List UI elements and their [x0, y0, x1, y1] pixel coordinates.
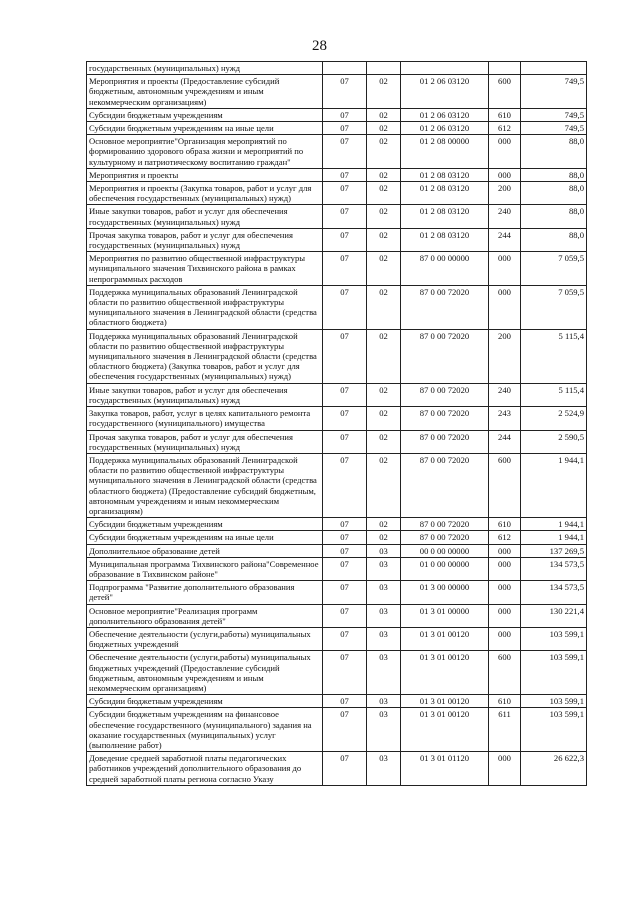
expense-type-cell: 000 — [489, 752, 521, 786]
subsection-code-cell: 03 — [367, 627, 401, 650]
expense-type-cell: 000 — [489, 581, 521, 604]
section-code-cell: 07 — [323, 651, 367, 695]
table-row — [87, 453, 587, 517]
row-name-cell: государственных (муниципальных) нужд — [87, 62, 323, 75]
subsection-code-cell: 03 — [367, 581, 401, 604]
row-name-cell: Прочая закупка товаров, работ и услуг для обеспечения государственных (муниципальных) нужд — [87, 228, 323, 251]
table-row — [87, 205, 587, 228]
amount-cell: 5 115,4 — [521, 383, 587, 406]
amount-cell: 749,5 — [521, 75, 587, 109]
amount-cell: 1 944,1 — [521, 531, 587, 544]
section-code-cell: 07 — [323, 430, 367, 453]
table-row — [87, 557, 587, 580]
target-article-cell: 01 3 01 00120 — [401, 708, 489, 752]
target-article-cell: 87 0 00 72020 — [401, 531, 489, 544]
table-row — [87, 383, 587, 406]
subsection-code-cell: 03 — [367, 604, 401, 627]
expense-type-cell: 612 — [489, 531, 521, 544]
expense-type-cell: 240 — [489, 205, 521, 228]
table-row — [87, 182, 587, 205]
section-code-cell: 07 — [323, 604, 367, 627]
table-row — [87, 108, 587, 121]
subsection-code-cell: 02 — [367, 407, 401, 430]
expense-type-cell: 243 — [489, 407, 521, 430]
row-name-cell: Поддержка муниципальных образований Ленинградской области по развитию общественной инфраструктуры муниципального значения в Ленинградской области (средства областного бюджета) (Закупка товаров, работ и услуг для обеспечения государственных (муниципальных) нужд) — [87, 329, 323, 383]
section-code-cell: 07 — [323, 708, 367, 752]
amount-cell: 7 059,5 — [521, 252, 587, 286]
row-name-cell: Субсидии бюджетным учреждениям на иные цели — [87, 531, 323, 544]
expense-type-cell: 000 — [489, 557, 521, 580]
subsection-code-cell: 02 — [367, 228, 401, 251]
amount-cell: 88,0 — [521, 228, 587, 251]
page-number: 28 — [312, 38, 327, 54]
table-row — [87, 518, 587, 531]
section-code-cell: 07 — [323, 453, 367, 517]
target-article-cell — [401, 62, 489, 75]
row-name-cell: Субсидии бюджетным учреждениям — [87, 518, 323, 531]
expense-type-cell: 240 — [489, 383, 521, 406]
section-code-cell: 07 — [323, 383, 367, 406]
amount-cell: 130 221,4 — [521, 604, 587, 627]
section-code-cell: 07 — [323, 695, 367, 708]
table-row — [87, 430, 587, 453]
table-row — [87, 604, 587, 627]
table-row — [87, 228, 587, 251]
target-article-cell: 01 0 00 00000 — [401, 557, 489, 580]
target-article-cell: 01 3 01 00000 — [401, 604, 489, 627]
row-name-cell: Иные закупки товаров, работ и услуг для обеспечения государственных (муниципальных) нужд — [87, 205, 323, 228]
table-row — [87, 252, 587, 286]
row-name-cell: Субсидии бюджетным учреждениям — [87, 695, 323, 708]
subsection-code-cell: 02 — [367, 430, 401, 453]
subsection-code-cell: 03 — [367, 752, 401, 786]
target-article-cell: 01 3 01 00120 — [401, 627, 489, 650]
expense-type-cell: 244 — [489, 430, 521, 453]
target-article-cell: 01 3 00 00000 — [401, 581, 489, 604]
amount-cell: 103 599,1 — [521, 708, 587, 752]
target-article-cell: 01 3 01 00120 — [401, 695, 489, 708]
row-name-cell: Мероприятия и проекты — [87, 168, 323, 181]
section-code-cell: 07 — [323, 531, 367, 544]
subsection-code-cell: 03 — [367, 695, 401, 708]
expense-type-cell: 600 — [489, 75, 521, 109]
expense-type-cell: 000 — [489, 252, 521, 286]
budget-table-body — [87, 62, 587, 786]
amount-cell: 26 622,3 — [521, 752, 587, 786]
amount-cell: 134 573,5 — [521, 581, 587, 604]
subsection-code-cell: 02 — [367, 518, 401, 531]
expense-type-cell: 610 — [489, 695, 521, 708]
table-row — [87, 708, 587, 752]
target-article-cell: 01 2 06 03120 — [401, 108, 489, 121]
row-name-cell: Закупка товаров, работ, услуг в целях капитального ремонта государственного (муниципального) имущества — [87, 407, 323, 430]
expense-type-cell: 000 — [489, 627, 521, 650]
amount-cell: 2 524,9 — [521, 407, 587, 430]
target-article-cell: 87 0 00 72020 — [401, 285, 489, 329]
subsection-code-cell: 02 — [367, 531, 401, 544]
subsection-code-cell: 02 — [367, 329, 401, 383]
table-row — [87, 531, 587, 544]
amount-cell — [521, 62, 587, 75]
amount-cell: 88,0 — [521, 135, 587, 169]
expense-type-cell: 000 — [489, 604, 521, 627]
table-row — [87, 544, 587, 557]
amount-cell: 103 599,1 — [521, 627, 587, 650]
expense-type-cell: 000 — [489, 544, 521, 557]
section-code-cell: 07 — [323, 75, 367, 109]
section-code-cell: 07 — [323, 581, 367, 604]
amount-cell: 88,0 — [521, 168, 587, 181]
section-code-cell: 07 — [323, 168, 367, 181]
section-code-cell: 07 — [323, 205, 367, 228]
amount-cell: 134 573,5 — [521, 557, 587, 580]
subsection-code-cell: 02 — [367, 168, 401, 181]
section-code-cell: 07 — [323, 182, 367, 205]
subsection-code-cell: 02 — [367, 182, 401, 205]
section-code-cell: 07 — [323, 752, 367, 786]
table-row — [87, 581, 587, 604]
subsection-code-cell: 02 — [367, 285, 401, 329]
table-row — [87, 695, 587, 708]
target-article-cell: 01 2 08 03120 — [401, 205, 489, 228]
amount-cell: 7 059,5 — [521, 285, 587, 329]
expense-type-cell: 244 — [489, 228, 521, 251]
section-code-cell: 07 — [323, 329, 367, 383]
target-article-cell: 01 2 06 03120 — [401, 75, 489, 109]
table-row — [87, 285, 587, 329]
target-article-cell: 01 2 08 00000 — [401, 135, 489, 169]
subsection-code-cell — [367, 62, 401, 75]
target-article-cell: 87 0 00 72020 — [401, 407, 489, 430]
subsection-code-cell: 02 — [367, 122, 401, 135]
amount-cell: 1 944,1 — [521, 518, 587, 531]
section-code-cell: 07 — [323, 108, 367, 121]
subsection-code-cell: 02 — [367, 205, 401, 228]
row-name-cell: Обеспечение деятельности (услуги,работы) муниципальных бюджетных учреждений (Предоставление субсидий бюджетным, автономным учреждениям и иным некоммерческим организациям) — [87, 651, 323, 695]
row-name-cell: Иные закупки товаров, работ и услуг для обеспечения государственных (муниципальных) нужд — [87, 383, 323, 406]
amount-cell: 137 269,5 — [521, 544, 587, 557]
row-name-cell: Дополнительное образование детей — [87, 544, 323, 557]
expense-type-cell: 610 — [489, 108, 521, 121]
expense-type-cell: 000 — [489, 135, 521, 169]
expense-type-cell: 600 — [489, 453, 521, 517]
expense-type-cell: 200 — [489, 182, 521, 205]
table-row — [87, 627, 587, 650]
section-code-cell: 07 — [323, 285, 367, 329]
amount-cell: 88,0 — [521, 182, 587, 205]
row-name-cell: Субсидии бюджетным учреждениям — [87, 108, 323, 121]
section-code-cell: 07 — [323, 252, 367, 286]
row-name-cell: Основное мероприятие"Реализация программ дополнительного образования детей" — [87, 604, 323, 627]
target-article-cell: 87 0 00 72020 — [401, 430, 489, 453]
target-article-cell: 01 2 08 03120 — [401, 182, 489, 205]
row-name-cell: Поддержка муниципальных образований Ленинградской области по развитию общественной инфраструктуры муниципального значения в Ленинградской области (средства областного бюджета) — [87, 285, 323, 329]
target-article-cell: 00 0 00 00000 — [401, 544, 489, 557]
target-article-cell: 87 0 00 72020 — [401, 383, 489, 406]
table-row — [87, 62, 587, 75]
section-code-cell: 07 — [323, 122, 367, 135]
target-article-cell: 01 2 08 03120 — [401, 168, 489, 181]
expense-type-cell — [489, 62, 521, 75]
row-name-cell: Муниципальная программа Тихвинского района"Современное образование в Тихвинском районе" — [87, 557, 323, 580]
amount-cell: 88,0 — [521, 205, 587, 228]
target-article-cell: 87 0 00 72020 — [401, 518, 489, 531]
amount-cell: 103 599,1 — [521, 651, 587, 695]
table-row — [87, 122, 587, 135]
row-name-cell: Доведение средней заработной платы педагогических работников учреждений дополнительного образования до средней заработной платы региона согласно Указу — [87, 752, 323, 786]
expense-type-cell: 612 — [489, 122, 521, 135]
section-code-cell: 07 — [323, 135, 367, 169]
subsection-code-cell: 03 — [367, 708, 401, 752]
amount-cell: 103 599,1 — [521, 695, 587, 708]
amount-cell: 2 590,5 — [521, 430, 587, 453]
expense-type-cell: 611 — [489, 708, 521, 752]
section-code-cell — [323, 62, 367, 75]
amount-cell: 1 944,1 — [521, 453, 587, 517]
section-code-cell: 07 — [323, 557, 367, 580]
table-row — [87, 75, 587, 109]
row-name-cell: Поддержка муниципальных образований Ленинградской области по развитию общественной инфраструктуры муниципального значения в Ленинградской области (средства областного бюджета) (Предоставление субсидий бюджетным, автономным учреждениям и иным некоммерческим организациям) — [87, 453, 323, 517]
expense-type-cell: 610 — [489, 518, 521, 531]
table-row — [87, 407, 587, 430]
expense-type-cell: 600 — [489, 651, 521, 695]
table-row — [87, 329, 587, 383]
target-article-cell: 87 0 00 00000 — [401, 252, 489, 286]
subsection-code-cell: 02 — [367, 252, 401, 286]
amount-cell: 749,5 — [521, 108, 587, 121]
row-name-cell: Прочая закупка товаров, работ и услуг для обеспечения государственных (муниципальных) нужд — [87, 430, 323, 453]
row-name-cell: Мероприятия по развитию общественной инфраструктуры муниципального значения Тихвинского района в рамках непрограммных расходов — [87, 252, 323, 286]
amount-cell: 749,5 — [521, 122, 587, 135]
row-name-cell: Субсидии бюджетным учреждениям на финансовое обеспечение государственного (муниципального) задания на оказание государственных (муниципальных) услуг (выполнение работ) — [87, 708, 323, 752]
budget-table — [86, 61, 587, 786]
target-article-cell: 87 0 00 72020 — [401, 329, 489, 383]
expense-type-cell: 000 — [489, 168, 521, 181]
table-row — [87, 651, 587, 695]
subsection-code-cell: 02 — [367, 108, 401, 121]
amount-cell: 5 115,4 — [521, 329, 587, 383]
target-article-cell: 01 3 01 00120 — [401, 651, 489, 695]
subsection-code-cell: 03 — [367, 651, 401, 695]
row-name-cell: Субсидии бюджетным учреждениям на иные цели — [87, 122, 323, 135]
row-name-cell: Мероприятия и проекты (Предоставление субсидий бюджетным, автономным учреждениям и иным некоммерческим организациям) — [87, 75, 323, 109]
section-code-cell: 07 — [323, 518, 367, 531]
target-article-cell: 01 3 01 01120 — [401, 752, 489, 786]
subsection-code-cell: 03 — [367, 557, 401, 580]
table-row — [87, 168, 587, 181]
section-code-cell: 07 — [323, 228, 367, 251]
section-code-cell: 07 — [323, 544, 367, 557]
subsection-code-cell: 02 — [367, 453, 401, 517]
row-name-cell: Мероприятия и проекты (Закупка товаров, работ и услуг для обеспечения государственных (муниципальных) нужд) — [87, 182, 323, 205]
target-article-cell: 87 0 00 72020 — [401, 453, 489, 517]
subsection-code-cell: 02 — [367, 75, 401, 109]
target-article-cell: 01 2 08 03120 — [401, 228, 489, 251]
row-name-cell: Обеспечение деятельности (услуги,работы) муниципальных бюджетных учреждений — [87, 627, 323, 650]
table-row — [87, 135, 587, 169]
subsection-code-cell: 02 — [367, 135, 401, 169]
table-row — [87, 752, 587, 786]
expense-type-cell: 200 — [489, 329, 521, 383]
section-code-cell: 07 — [323, 627, 367, 650]
subsection-code-cell: 02 — [367, 383, 401, 406]
target-article-cell: 01 2 06 03120 — [401, 122, 489, 135]
subsection-code-cell: 03 — [367, 544, 401, 557]
row-name-cell: Подпрограмма "Развитие дополнительного образования детей" — [87, 581, 323, 604]
expense-type-cell: 000 — [489, 285, 521, 329]
row-name-cell: Основное мероприятие"Организация мероприятий по формированию здорового образа жизни и мероприятий по культурному и патриотическому воспитанию граждан" — [87, 135, 323, 169]
section-code-cell: 07 — [323, 407, 367, 430]
